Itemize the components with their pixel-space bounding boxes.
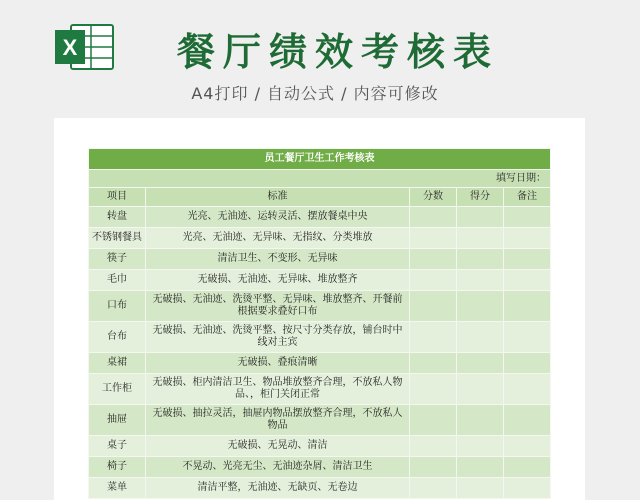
date-row — [89, 170, 551, 188]
remark-cell[interactable] — [504, 457, 551, 478]
row-standard: 无破损、柜内清洁卫生、物品堆放整齐合理，不放私人物品、，柜门关闭正常 — [146, 374, 410, 405]
row-item: 转盘 — [89, 207, 146, 228]
page-title: 餐厅绩效考核表 — [176, 30, 499, 74]
remark-cell[interactable] — [504, 322, 551, 353]
remark-cell[interactable] — [504, 405, 551, 436]
points-cell[interactable] — [457, 249, 504, 270]
points-cell[interactable] — [457, 228, 504, 249]
points-cell[interactable] — [457, 353, 504, 374]
points-cell[interactable] — [457, 374, 504, 405]
row-item: 椅子 — [89, 457, 146, 478]
remark-cell[interactable] — [504, 374, 551, 405]
table-row — [89, 207, 551, 228]
row-standard: 不晃动、光亮无尘、无油迹杂屑、清洁卫生 — [146, 457, 410, 478]
remark-cell[interactable] — [504, 291, 551, 322]
table-row — [89, 322, 551, 353]
score-cell[interactable] — [410, 322, 457, 353]
table-row — [89, 374, 551, 405]
table-row — [89, 353, 551, 374]
score-cell[interactable] — [410, 207, 457, 228]
score-cell[interactable] — [410, 270, 457, 291]
remark-cell[interactable] — [504, 436, 551, 457]
table-row — [89, 478, 551, 499]
row-standard: 光亮、无油迹、运转灵活、摆放餐桌中央 — [146, 207, 410, 228]
points-cell[interactable] — [457, 291, 504, 322]
row-item: 桌裙 — [89, 353, 146, 374]
points-cell[interactable] — [457, 478, 504, 499]
row-standard: 无破损、无油迹、洗烫平整、无异味、堆放整齐、开餐前根据要求叠好口布 — [146, 291, 410, 322]
row-item: 菜单 — [89, 478, 146, 499]
table-row — [89, 291, 551, 322]
header-remark: 备注 — [504, 188, 551, 207]
remark-cell[interactable] — [504, 249, 551, 270]
assessment-table — [88, 148, 551, 499]
row-standard: 无破损、叠痕清晰 — [146, 353, 410, 374]
header-standard: 标准 — [146, 188, 410, 207]
score-cell[interactable] — [410, 436, 457, 457]
score-cell[interactable] — [410, 457, 457, 478]
points-cell[interactable] — [457, 322, 504, 353]
score-cell[interactable] — [410, 374, 457, 405]
remark-cell[interactable] — [504, 478, 551, 499]
row-item: 抽屉 — [89, 405, 146, 436]
header-score: 分数 — [410, 188, 457, 207]
points-cell[interactable] — [457, 270, 504, 291]
row-item: 桌子 — [89, 436, 146, 457]
row-standard: 清洁平整，无油迹、无缺页、无卷边 — [146, 478, 410, 499]
row-item: 不锈钢餐具 — [89, 228, 146, 249]
table-row — [89, 436, 551, 457]
row-item: 口布 — [89, 291, 146, 322]
points-cell[interactable] — [457, 436, 504, 457]
row-standard: 无破损、无油迹、无异味、堆放整齐 — [146, 270, 410, 291]
remark-cell[interactable] — [504, 228, 551, 249]
points-cell[interactable] — [457, 207, 504, 228]
score-cell[interactable] — [410, 249, 457, 270]
table-row — [89, 270, 551, 291]
table-row — [89, 249, 551, 270]
table-title-row — [89, 149, 551, 170]
row-standard: 清洁卫生、不变形、无异味 — [146, 249, 410, 270]
remark-cell[interactable] — [504, 353, 551, 374]
table-row — [89, 405, 551, 436]
score-cell[interactable] — [410, 353, 457, 374]
page-subtitle: A4打印 / 自动公式 / 内容可修改 — [191, 84, 439, 103]
remark-cell[interactable] — [504, 207, 551, 228]
table-title: 员工餐厅卫生工作考核表 — [89, 149, 551, 170]
header-points: 得分 — [457, 188, 504, 207]
page-header — [0, 0, 640, 118]
header-item: 项目 — [89, 188, 146, 207]
row-standard: 无破损、抽拉灵活，抽屉内物品摆放整齐合理，不放私人物品 — [146, 405, 410, 436]
score-cell[interactable] — [410, 291, 457, 322]
row-item: 毛巾 — [89, 270, 146, 291]
logo-letter: X — [62, 35, 78, 60]
table-row — [89, 228, 551, 249]
table-row — [89, 457, 551, 478]
row-item: 台布 — [89, 322, 146, 353]
row-standard: 无破损、无晃动、清洁 — [146, 436, 410, 457]
points-cell[interactable] — [457, 457, 504, 478]
excel-logo-icon — [53, 22, 115, 72]
row-standard: 光亮、无油迹、无异味、无指纹、分类堆放 — [146, 228, 410, 249]
row-item: 筷子 — [89, 249, 146, 270]
date-field[interactable]: 填写日期： — [89, 170, 551, 188]
header-row — [89, 188, 551, 207]
score-cell[interactable] — [410, 228, 457, 249]
score-cell[interactable] — [410, 405, 457, 436]
row-item: 工作柜 — [89, 374, 146, 405]
remark-cell[interactable] — [504, 270, 551, 291]
points-cell[interactable] — [457, 405, 504, 436]
score-cell[interactable] — [410, 478, 457, 499]
row-standard: 无破损、无油迹、洗烫平整、按尺寸分类存放，铺台时中线对主宾 — [146, 322, 410, 353]
